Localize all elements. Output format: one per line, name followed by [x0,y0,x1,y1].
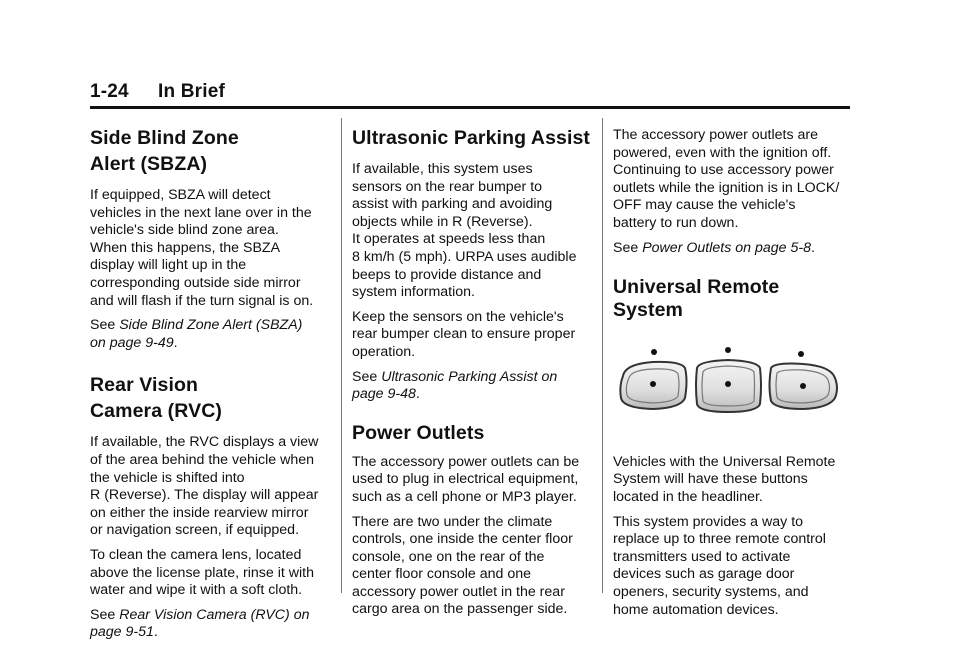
sbza-see-reference [90,317,330,352]
parking-sensors [352,309,592,362]
text-line: To clean the camera lens, located [90,546,302,563]
cross-reference[interactable]: page 9-48 [352,386,416,403]
text-line: The accessory power outlets can be [352,453,580,470]
text-line: such as a cell phone or MP3 player. [352,488,577,505]
rvc-body [90,434,330,540]
text-line: Continuing to use accessory power [613,162,834,179]
text-line: console, one on the rear of the [352,548,545,565]
text-line: System will have these buttons [613,471,808,488]
text-line: Keep the sensors on the vehicle's [352,308,564,325]
see-word: See [90,317,116,334]
text-line: There are two under the climate [352,513,553,530]
cross-reference[interactable]: on page 9-49 [90,334,174,351]
page-number: 1-24 [90,81,129,102]
outlets-locations [352,514,592,620]
column-divider [602,118,603,593]
cross-reference[interactable]: Side Blind Zone Alert (SBZA) [119,317,303,334]
rvc-cleaning [90,547,330,600]
text-line: located in the headliner. [613,488,763,505]
remote-button-2[interactable] [696,360,761,412]
remote-button-3[interactable] [770,364,838,410]
rvc-see-reference [90,607,330,642]
see-word: See [90,606,116,623]
text-line: and will flash if the turn signal is on. [90,292,314,309]
text-line: outlets while the ignition is in LOCK/ [613,179,840,196]
text-line: It operates at speeds less than [352,231,546,248]
parking-see-reference [352,369,592,404]
text-line: R (Reverse). The display will appear [90,487,319,504]
text-line: devices such as garage door [613,566,795,583]
text-line: OFF may cause the vehicle's [613,197,796,214]
text-line: If equipped, SBZA will detect [90,187,271,203]
text-line: The accessory power outlets are [613,127,819,143]
indicator-dot [798,351,804,357]
text-line: operation. [352,343,416,360]
universal-remote-description [613,514,853,620]
column-divider [341,118,342,593]
text-line: of the area behind the vehicle when [90,451,315,468]
section-title: In Brief [158,81,226,102]
rvc-heading [90,374,330,423]
period: . [173,334,178,351]
sbza-heading [90,127,330,176]
indicator-dot [725,347,731,353]
universal-remote-heading: Universal Remote System [613,276,780,322]
parking-body [352,161,592,302]
period: . [153,624,158,641]
text-line: Vehicles with the Universal Remote [613,453,836,470]
rvc-heading-line: Rear Vision [90,374,199,397]
text-line: If available, this system uses [352,161,533,177]
outlets-heading: Power Outlets [352,421,485,444]
remote-button-1[interactable] [620,362,686,409]
text-line: or navigation screen, if equipped. [90,522,300,539]
text-line: battery to run down. [613,214,739,231]
text-line: objects while in R (Reverse). [352,213,533,230]
cross-reference[interactable]: Power Outlets on page 5-8 [642,239,811,256]
universal-remote-buttons-figure [613,346,853,424]
text-line: display will light up in the [90,257,247,274]
see-word: See [613,239,639,256]
text-line: rear bumper clean to ensure proper [352,326,576,343]
outlets-power-note [613,127,853,233]
text-line: powered, even with the ignition off. [613,144,832,161]
outlets-see-reference [613,240,853,258]
period: . [810,239,815,256]
page-header [90,80,850,109]
text-line: 8 km/h (5 mph). URPA uses audible [352,248,577,265]
column-left [90,118,330,642]
text-line: assist with parking and avoiding [352,196,553,213]
text-line: This system provides a way to [613,513,804,530]
text-line: replace up to three remote control [613,531,826,548]
text-line: used to plug in electrical equipment, [352,471,579,488]
text-line: controls, one inside the center floor [352,531,573,548]
sbza-heading-line: Side Blind Zone [90,127,239,149]
parking-heading: Ultrasonic Parking Assist [352,127,591,149]
text-line: cargo area on the passenger side. [352,601,568,618]
indicator-dot [651,349,657,355]
period: . [415,386,420,403]
text-line: on either the inside rearview mirror [90,504,309,521]
cross-reference[interactable]: Ultrasonic Parking Assist on [381,368,558,385]
text-line: When this happens, the SBZA [90,239,281,256]
text-line: corresponding outside side mirror [90,274,301,291]
text-line: vehicles in the next lane over in the [90,204,312,221]
sbza-heading-line: Alert (SBZA) [90,153,208,175]
see-word: See [352,368,378,385]
text-line: above the license plate, rinse it with [90,564,314,581]
rvc-heading-line: Camera (RVC) [90,400,222,423]
text-line: beeps to provide distance and [352,266,542,283]
cross-reference[interactable]: Rear Vision Camera (RVC) on [119,606,310,623]
text-line: If available, the RVC displays a view [90,434,319,451]
outlets-body [352,454,592,507]
text-line: water and wipe it with a soft cloth. [90,582,303,599]
text-line: the vehicle is shifted into [90,469,245,486]
text-line: openers, security systems, and [613,583,809,600]
column-middle [352,118,592,619]
text-line: accessory power outlet in the rear [352,583,565,600]
text-line: home automation devices. [613,601,779,618]
text-line: transmitters used to activate [613,548,791,565]
universal-remote-body [613,454,853,507]
column-right [613,118,853,619]
cross-reference[interactable]: page 9-51 [90,624,154,641]
sbza-body [90,187,330,310]
text-line: system information. [352,284,475,301]
text-line: sensors on the rear bumper to [352,178,543,195]
universal-remote-buttons-icon [613,346,843,418]
text-line: center floor console and one [352,566,532,583]
text-line: vehicle's side blind zone area. [90,222,279,239]
